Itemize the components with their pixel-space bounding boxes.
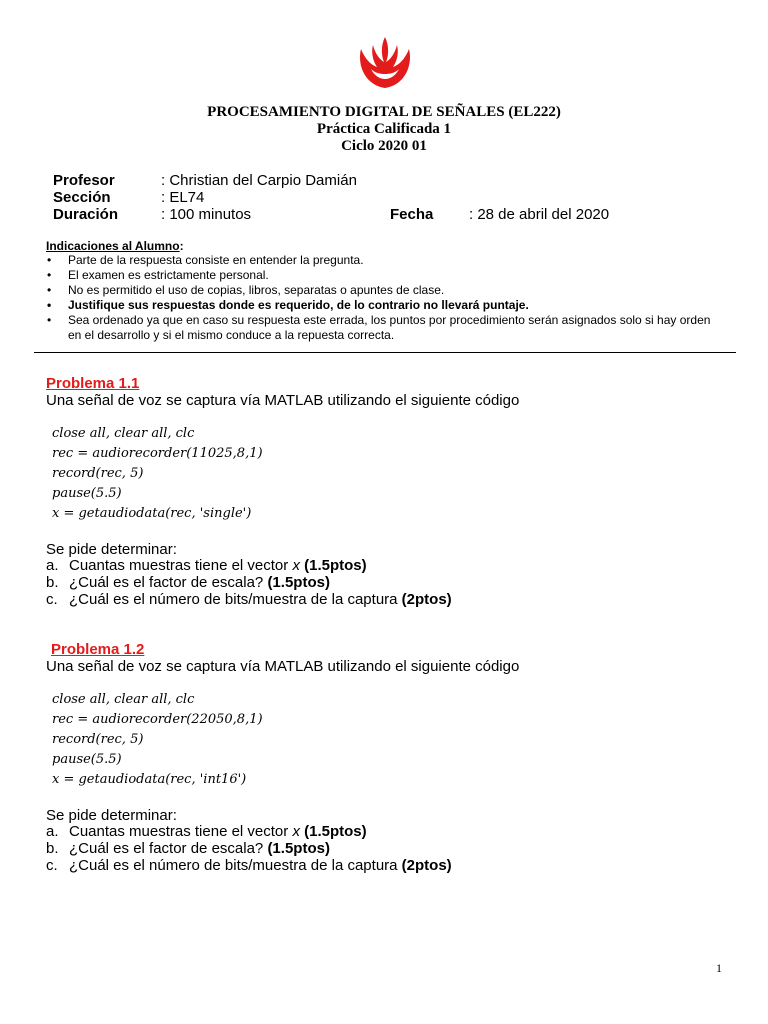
code-line: close all, clear all, clc [52,426,195,441]
fecha-label: Fecha [390,206,434,223]
question-letter: c. [46,591,58,608]
question-letter: a. [46,823,59,840]
code-line: x = getaudiodata(rec, 'single') [52,506,252,521]
code-line: rec = audiorecorder(22050,8,1) [52,712,263,727]
question-b [46,840,330,857]
code-line: close all, clear all, clc [52,692,195,707]
fecha-value: : 28 de abril del 2020 [469,206,610,223]
instruction-item: • Parte de la respuesta consiste en entender la pregunta. [46,253,712,268]
question-text: Cuantas muestras tiene el vector [69,823,293,840]
course-title: PROCESAMIENTO DIGITAL DE SEÑALES (EL222) [207,104,561,120]
instruction-item: • Sea ordenado ya que en caso su respuesta este errada, los puntos por procedimiento serán asignados solo si hay orden en el desarrollo y si el mismo conduce a la repuesta correcta. [46,313,712,343]
problem-1-intro: Una señal de voz se captura vía MATLAB utilizando el siguiente código [46,392,520,409]
code-line: record(rec, 5) [52,732,144,747]
code-line: record(rec, 5) [52,466,144,481]
question-text: ¿Cuál es el factor de escala? [69,574,268,591]
question-points: (1.5ptos) [267,574,330,591]
question-b [46,574,330,591]
question-points: (1.5ptos) [267,840,330,857]
cycle: Ciclo 2020 01 [341,138,427,154]
duracion-value: : 100 minutos [161,206,252,223]
code-line: rec = audiorecorder(11025,8,1) [52,446,263,461]
code-line: pause(5.5) [52,486,122,501]
profesor-value: : Christian del Carpio Damián [161,172,357,189]
question-text: ¿Cuál es el número de bits/muestra de la captura [69,591,402,608]
question-letter: c. [46,857,58,874]
question-points: (1.5ptos) [299,557,367,574]
problem-2-title: Problema 1.2 [51,641,145,658]
instruction-item: • No es permitido el uso de copias, libros, separatas o apuntes de clase. [46,283,712,298]
duracion-label: Duración [53,206,119,223]
question-var: x [292,557,300,574]
question-c [46,857,452,874]
instruction-item: • Justifique sus respuestas donde es requerido, de lo contrario no llevará puntaje. [46,298,712,313]
question-points: (2ptos) [401,591,452,608]
divider [34,352,736,353]
seccion-label: Sección [53,189,111,206]
exam-name: Práctica Calificada 1 [316,121,452,137]
instructions-list [46,253,712,343]
problem-2-intro: Una señal de voz se captura vía MATLAB utilizando el siguiente código [46,658,520,675]
page-number: 1 [716,961,722,975]
instruction-item: • El examen es estrictamente personal. [46,268,712,283]
question-letter: a. [46,557,59,574]
problem-1-ask: Se pide determinar: [46,541,177,558]
problem-2-ask: Se pide determinar: [46,807,177,824]
question-var: x [292,823,300,840]
question-points: (2ptos) [401,857,452,874]
question-text: ¿Cuál es el factor de escala? [69,840,268,857]
question-a [46,823,367,840]
question-a [46,557,367,574]
question-letter: b. [46,840,59,857]
question-text: ¿Cuál es el número de bits/muestra de la captura [69,857,402,874]
question-points: (1.5ptos) [299,823,367,840]
question-text: Cuantas muestras tiene el vector [69,557,293,574]
seccion-value: : EL74 [161,189,205,206]
code-line: x = getaudiodata(rec, 'int16') [52,772,247,787]
university-logo [355,35,415,91]
code-line: pause(5.5) [52,752,122,767]
profesor-label: Profesor [53,172,115,189]
question-c [46,591,452,608]
instructions-title: Indicaciones al Alumno: [46,239,184,253]
question-letter: b. [46,574,59,591]
problem-1-title: Problema 1.1 [46,375,140,392]
